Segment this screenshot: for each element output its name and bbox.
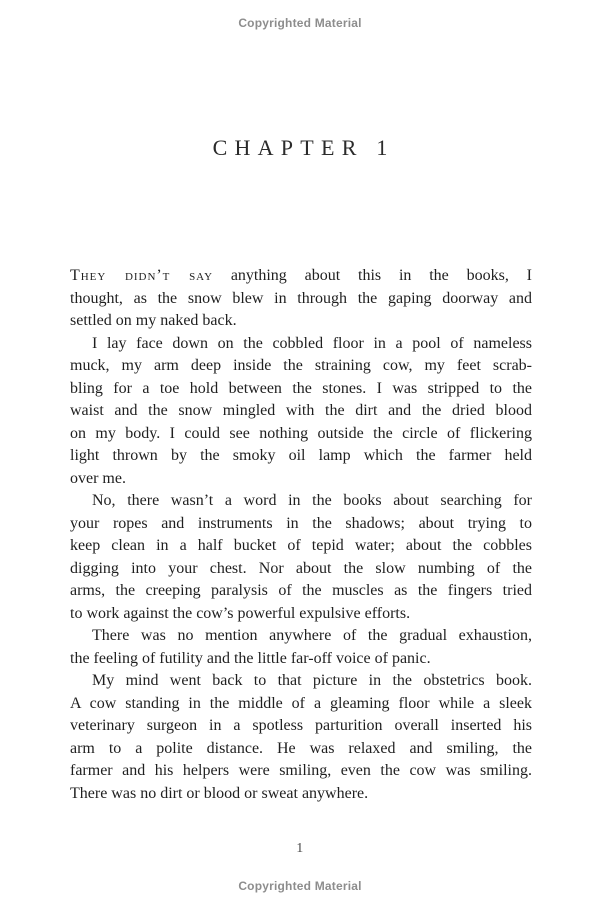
paragraph [70, 670, 532, 805]
text-line: arms, the creeping paralysis of the muscles as the fingers tried [70, 582, 532, 599]
page-number: 1 [296, 841, 304, 856]
text-line: the feeling of futility and the little far-off voice of panic. [70, 649, 431, 667]
paragraph [70, 333, 532, 491]
text-line: to work against the cow’s powerful expulsive efforts. [70, 604, 411, 622]
text-line: arm to a polite distance. He was relaxed and smiling, the [70, 739, 532, 757]
paragraph [70, 490, 532, 625]
text-line: I lay face down on the cobbled floor in a pool of nameless [92, 334, 532, 352]
text-line: keep clean in a half bucket of tepid water; about the cobbles [70, 537, 532, 554]
copyright-notice-top: Copyrighted Material [238, 16, 362, 30]
text-line: farmer and his helpers were smiling, even the cow was smiling. [70, 762, 532, 779]
text-line: muck, my arm deep inside the straining cow, my feet scrab- [70, 357, 532, 374]
text-line: settled on my naked back. [70, 312, 237, 329]
text-line: There was no dirt or blood or sweat anywhere. [70, 784, 369, 802]
text-line: waist and the snow mingled with the dirt and the dried blood [70, 402, 532, 419]
text-line: A cow standing in the middle of a gleaming floor while a sleek [70, 694, 532, 712]
text-line: bling for a toe hold between the stones. I was stripped to the [70, 379, 532, 397]
copyright-notice-bottom: Copyrighted Material [238, 879, 362, 893]
text-line: They didn’t say anything about this in the books, I [70, 267, 532, 284]
small-caps-lead: They didn’t say [70, 267, 213, 284]
chapter-heading: CHAPTER 1 [212, 135, 395, 160]
text-line: My mind went back to that picture in the obstetrics book. [92, 672, 532, 689]
text-line: thought, as the snow blew in through the gaping doorway and [70, 289, 532, 307]
text-line: over me. [70, 469, 126, 487]
text-line: on my body. I could see nothing outside the circle of flickering [70, 424, 532, 442]
text-line: light thrown by the smoky oil lamp which the farmer held [70, 447, 532, 464]
text-line: digging into your chest. Nor about the slow numbing of the [70, 559, 532, 577]
text-line: your ropes and instruments in the shadows; about trying to [70, 514, 532, 532]
body-text [70, 265, 532, 805]
paragraph [70, 265, 532, 333]
paragraph [70, 625, 532, 670]
text-line: There was no mention anywhere of the gradual exhaustion, [92, 627, 532, 644]
text-line: No, there wasn’t a word in the books about searching for [92, 492, 532, 509]
text-line: veterinary surgeon in a spotless parturition overall inserted his [70, 717, 532, 734]
